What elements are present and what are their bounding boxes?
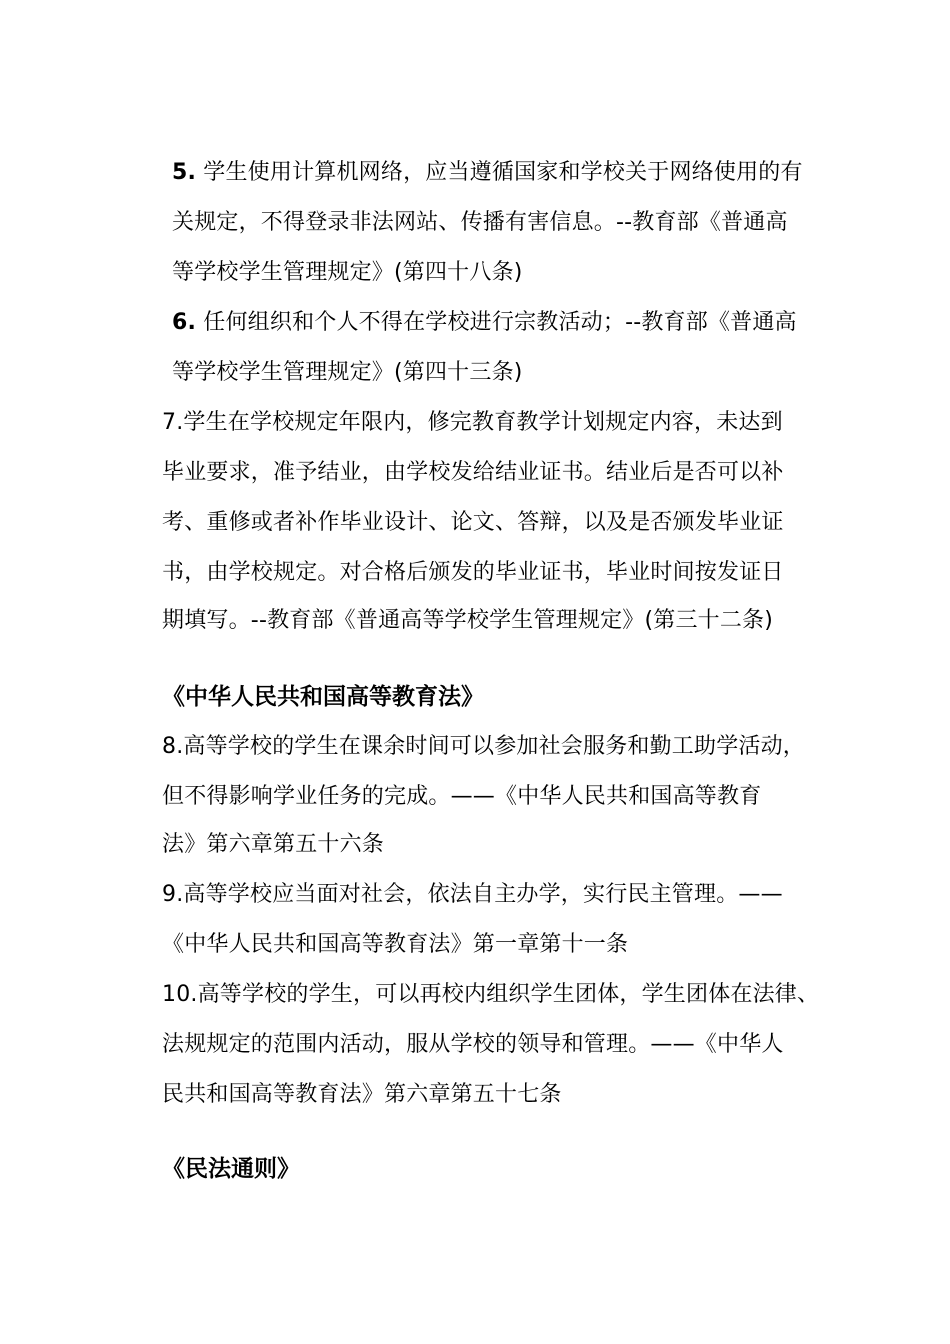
item-5-line-1 [172,158,803,188]
item-7-line-4: 书，由学校规定。对合格后颁发的毕业证书，毕业时间按发证日 [162,560,784,585]
item-7-line-3: 考、重修或者补作毕业设计、论文、答辩，以及是否颁发毕业证 [162,510,784,535]
item-6-number: 6. [172,310,197,335]
item-9-line-1: 9.高等学校应当面对社会，依法自主办学，实行民主管理。—— [162,882,783,907]
item-10-line-3: 民共和国高等教育法》第六章第五十七条 [162,1082,562,1107]
item-7-line-2: 毕业要求，准予结业，由学校发给结业证书。结业后是否可以补 [162,460,784,485]
item-10-line-2: 法规规定的范围内活动，服从学校的领导和管理。——《中华人 [162,1032,784,1057]
item-8-line-3: 法》第六章第五十六条 [162,832,385,857]
item-6-line-2: 等学校学生管理规定》(第四十三条) [172,360,523,385]
item-5-number: 5. [172,160,197,185]
item-5-line-3: 等学校学生管理规定》(第四十八条) [172,260,523,285]
item-10-line-1: 10.高等学校的学生，可以再校内组织学生团体，学生团体在法律、 [162,982,820,1007]
item-5-line-2: 关规定，不得登录非法网站、传播有害信息。--教育部《普通高 [172,210,788,235]
item-8-line-1: 8.高等学校的学生在课余时间可以参加社会服务和勤工助学活动， [162,734,805,759]
item-5-text-1: 学生使用计算机网络，应当遵循国家和学校关于网络使用的有 [203,160,803,185]
item-7-line-1: 7.学生在学校规定年限内，修完教育教学计划规定内容，未达到 [162,410,783,435]
item-6-line-1 [172,308,797,338]
heading-higher-education-law: 《中华人民共和国高等教育法》 [162,684,484,710]
heading-civil-law: 《民法通则》 [162,1156,300,1182]
item-6-text-1: 任何组织和个人不得在学校进行宗教活动；--教育部《普通高 [203,310,797,335]
item-7-line-5: 期填写。--教育部《普通高等学校学生管理规定》(第三十二条) [162,608,774,633]
item-8-line-2: 但不得影响学业任务的完成。——《中华人民共和国高等教育 [162,784,762,809]
item-9-line-2: 《中华人民共和国高等教育法》第一章第十一条 [162,932,629,957]
